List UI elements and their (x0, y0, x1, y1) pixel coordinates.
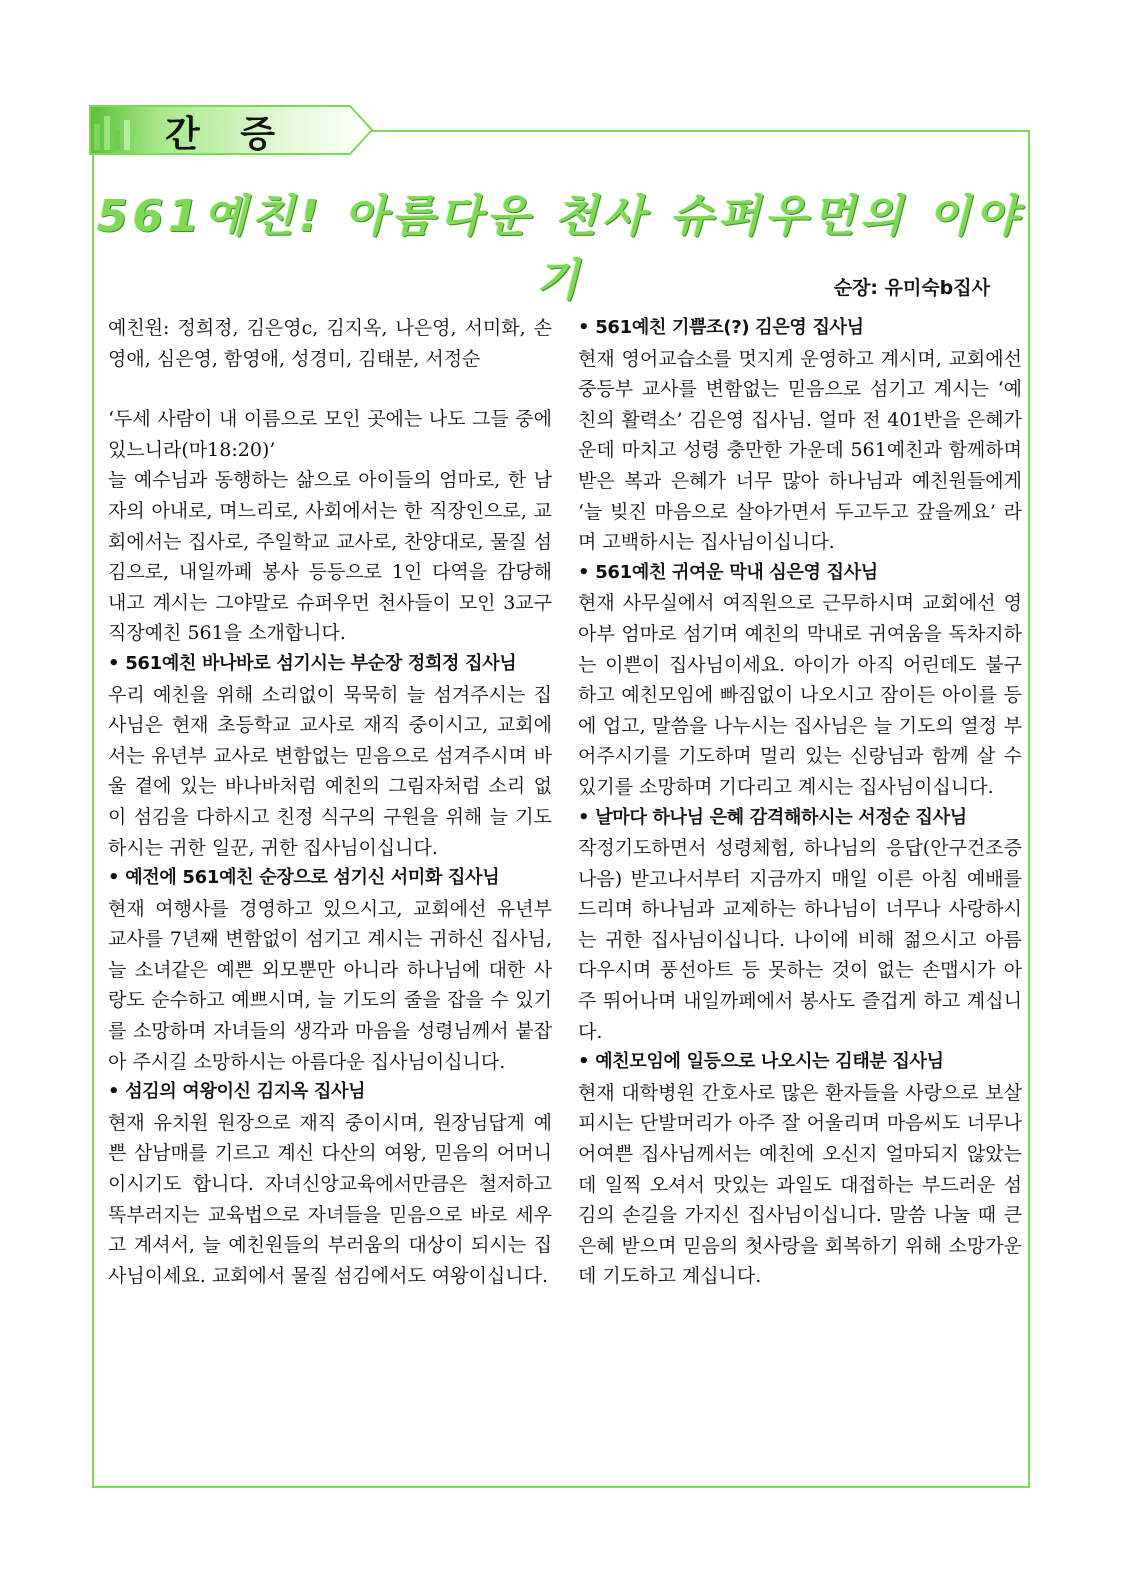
bullet-icon: • (108, 1081, 120, 1103)
bullet-icon: • (108, 867, 120, 889)
member-heading (578, 558, 1022, 589)
member-paragraph: 현재 영어교습소를 멋지게 운영하고 계시며, 교회에선 중등부 교사를 변함없는 믿음으로 섬기고 계시는 ‘예친의 활력소’ 김은영 집사님. 얼마 전 401반을 은혜가운데 마치고 성령 충만한 가운데 561예친과 함께하며 받은 복과 은혜가 너무 많아 하나님과 예친원들에게 ‘늘 빚진 마음으로 살아가면서 두고두고 갚을께요’ 라며 고백하시는 집사님이십니다. (578, 347, 1022, 554)
bullet-icon: • (578, 317, 590, 338)
bible-verse: ‘두세 사람이 내 이름으로 모인 곳에는 나도 그들 중에 있느니라(마18:20)’ (108, 408, 552, 461)
member-heading (578, 803, 1022, 834)
member-heading (108, 1077, 552, 1108)
bullet-icon: • (578, 561, 590, 583)
member-list: 예친원: 정희정, 김은영c, 김지옥, 나은영, 서미화, 손영애, 심은영, 함영애, 성경미, 김태분, 서정순 (108, 317, 552, 370)
member-heading (578, 1047, 1022, 1078)
member-heading-text: 예전에 561예친 순장으로 섬기신 서미화 집사님 (125, 867, 500, 889)
bullet-icon: • (578, 806, 590, 828)
member-paragraph: 현재 여행사를 경영하고 있으시고, 교회에선 유년부 교사를 7년째 변함없이 섬기고 계시는 귀하신 집사님, 늘 소녀같은 예쁜 외모뿐만 아니라 하나님에 대한 사랑도 순수하고 예쁘시며, 늘 기도의 줄을 잡을 수 있기를 소망하며 자녀들의 생각과 마음을 성령님께서 붙잡아 주시길 소망하시는 아름다운 집사님이십니다. (108, 897, 552, 1073)
member-paragraph: 작정기도하면서 성령체험, 하나님의 응답(안구건조증 나음) 받고나서부터 지금까지 매일 이른 아침 예배를 드리며 하나님과 교제하는 하나님이 너무나 사랑하시는 귀한 집사님이십니다. 나이에 비해 젊으시고 아름다우시며 풍선아트 등 못하는 것이 없는 손맵시가 아주 뛰어나며 내일까페에서 봉사도 즐겁게 하고 계십니다. (578, 837, 1022, 1043)
member-heading-text: 561예친 바나바로 섬기시는 부순장 정희정 집사님 (125, 652, 517, 674)
member-paragraph: 현재 대학병원 간호사로 많은 환자들을 사랑으로 보살피시는 단발머리가 아주 잘 어울리며 마음씨도 너무나 어여쁜 집사님께서는 예친에 오신지 얼마되지 않았는데 일찍 오셔서 맛있는 과일도 대접하는 부드러운 섬김의 손길을 가지신 집사님이십니다. 말씀 나눌 때 큰 은혜 받으며 믿음의 첫사랑을 회복하기 위해 소망가운데 기도하고 계십니다. (578, 1081, 1022, 1288)
left-column (108, 313, 552, 1291)
member-heading-text: 날마다 하나님 은혜 감격해하시는 서정순 집사님 (595, 806, 967, 828)
member-paragraph: 우리 예친을 위해 소리없이 묵묵히 늘 섬겨주시는 집사님은 현재 초등학교 교사로 재직 중이시고, 교회에서는 유년부 교사로 변함없는 믿음으로 섬겨주시며 바울 곁에 있는 바나바처럼 예친의 그림자처럼 소리 없이 섬김을 다하시고 친정 식구의 구원을 위해 늘 기도하시는 귀한 일꾼, 귀한 집사님이십니다. (108, 683, 552, 859)
member-paragraph: 현재 사무실에서 여직원으로 근무하시며 교회에선 영아부 엄마로 섬기며 예친의 막내로 귀여움을 독차지하는 이쁜이 집사님이세요. 아이가 아직 어린데도 불구하고 예친모임에 빠짐없이 나오시고 잠이든 아이를 등에 업고, 말씀을 나누시는 집사님은 늘 기도의 열정 부어주시기를 기도하며 멀리 있는 신랑님과 함께 살 수 있기를 소망하며 기다리고 계시는 집사님이십니다. (578, 592, 1022, 798)
member-heading (108, 649, 552, 680)
section-tab-label: 간 증 (165, 114, 290, 155)
member-heading-text: 예친모임에 일등으로 나오시는 김태분 집사님 (595, 1051, 944, 1073)
bullet-icon: • (108, 652, 120, 674)
article-title: 561예친! 아름다운 천사 슈퍼우먼의 이야기 (97, 191, 1023, 306)
member-heading-text: 561예친 기쁨조(?) 김은영 집사님 (595, 317, 864, 338)
member-heading-text: 561예친 귀여운 막내 심은영 집사님 (595, 561, 878, 583)
article-author: 순장: 유미숙b집사 (833, 277, 990, 299)
member-heading (108, 863, 552, 894)
intro-paragraph: 늘 예수님과 동행하는 삶으로 아이들의 엄마로, 한 남자의 아내로, 며느리로, 사회에서는 한 직장인으로, 교회에서는 집사로, 주일학교 교사로, 찬양대로, 물질 섬김으로, 내일까페 봉사 등등으로 1인 다역을 감당해 내고 계시는 그야말로 슈퍼우먼 천사들이 모인 3교구 직장예친 561을 소개합니다. (108, 469, 552, 645)
right-column (578, 313, 1022, 1292)
member-paragraph: 현재 유치원 원장으로 재직 중이시며, 원장님답게 예쁜 삼남매를 기르고 계신 다산의 여왕, 믿음의 어머니이시기도 합니다. 자녀신앙교육에서만큼은 철저하고 똑부러지는 교육법으로 자녀들을 믿음으로 바로 세우고 계셔서, 늘 예친원들의 부러움의 대상이 되시는 집사님이세요. 교회에서 물질 섬김에서도 여왕이십니다. (108, 1111, 552, 1287)
member-heading (578, 313, 1022, 344)
member-heading-text: 섬김의 여왕이신 김지옥 집사님 (125, 1081, 366, 1103)
bullet-icon: • (578, 1051, 590, 1073)
